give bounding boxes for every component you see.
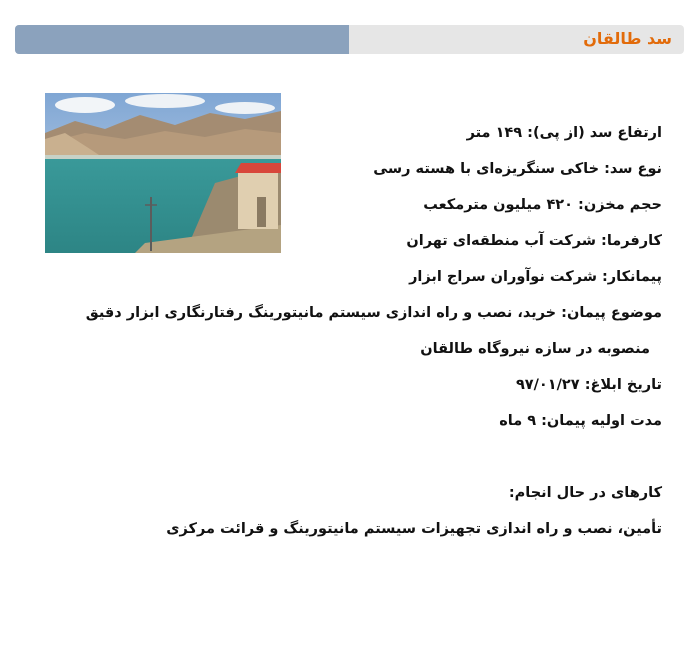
detail-subject: موضوع پیمان: خرید، نصب و راه اندازی سیستم مانیتورینگ رفتارنگاری ابزار دقیق <box>85 305 662 321</box>
detail-contractor: پیمانکار: شرکت نوآوران سراج ابزار <box>409 269 662 285</box>
detail-employer: کارفرما: شرکت آب منطقه‌ای تهران <box>406 233 662 249</box>
detail-type: نوع سد: خاکی سنگریزه‌ای با هسته رسی <box>373 161 662 177</box>
ongoing-heading: کارهای در حال انجام: <box>508 485 662 501</box>
detail-subject-continued: منصوبه در سازه نیروگاه طالقان <box>420 341 650 357</box>
ongoing-item: تأمین، نصب و راه اندازی تجهیزات سیستم مانیتورینگ و قرائت مرکزی <box>166 521 662 537</box>
header-accent-block <box>15 25 349 54</box>
detail-volume: حجم مخزن: ۴۲۰ میلیون مترمکعب <box>423 197 662 213</box>
header-bar <box>15 25 684 54</box>
detail-duration: مدت اولیه پیمان: ۹ ماه <box>499 413 662 429</box>
detail-notice-date: تاریخ ابلاغ: ۹۷/۰۱/۲۷ <box>515 377 662 393</box>
page-title: سد طالقان <box>583 29 672 48</box>
spacer <box>82 440 662 476</box>
detail-height: ارتفاع سد (از پی): ۱۴۹ متر <box>466 125 662 141</box>
dam-details <box>82 116 662 548</box>
